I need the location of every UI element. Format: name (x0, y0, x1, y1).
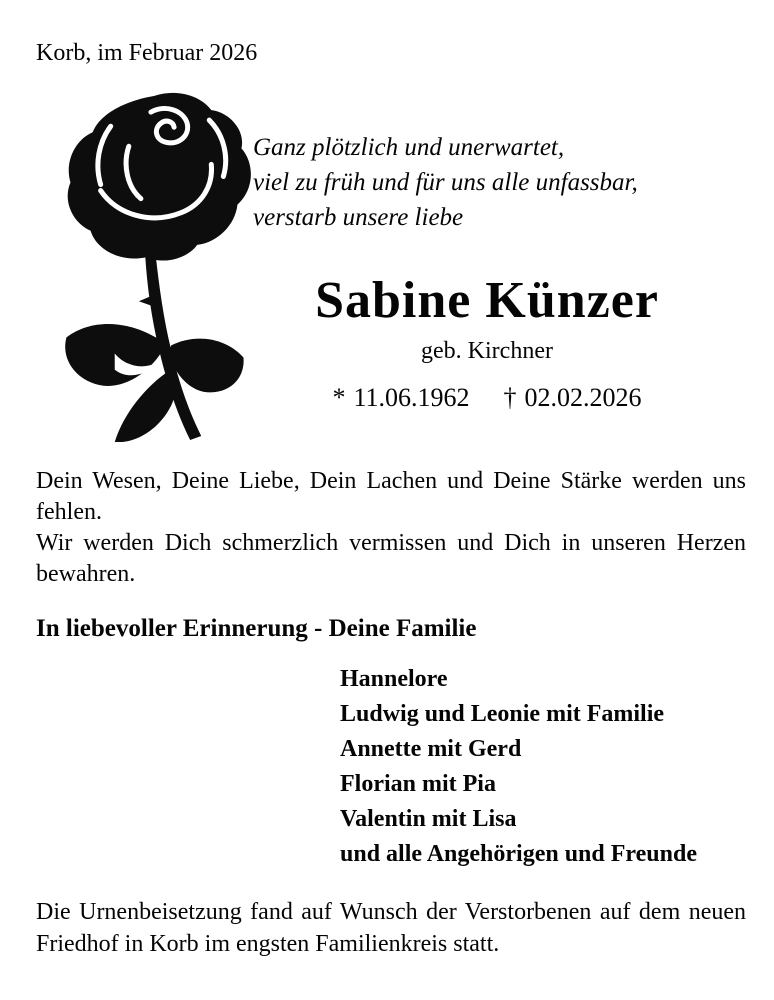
life-dates (200, 383, 774, 413)
condolence-text (36, 466, 746, 590)
family-list (340, 662, 697, 872)
death-dagger-symbol: † (503, 383, 517, 412)
condolence-paragraph: Wir werden Dich schmerzlich vermissen und Dich in unseren Herzen bewahren. (36, 530, 746, 587)
family-member: Florian mit Pia (340, 771, 496, 797)
name-block (200, 272, 774, 413)
intro-line: Ganz plötzlich und unerwartet, (253, 134, 565, 161)
family-member: Valentin mit Lisa (340, 806, 517, 832)
dateline: Korb, im Februar 2026 (36, 40, 258, 66)
family-member: Hannelore (340, 666, 448, 692)
death-date: 02.02.2026 (524, 383, 642, 412)
family-member: und alle Angehörigen und Freunde (340, 841, 697, 867)
birth-date: 11.06.1962 (353, 383, 470, 412)
deceased-name: Sabine Künzer (315, 272, 659, 329)
intro-line: viel zu früh und für uns alle unfassbar, (253, 169, 638, 196)
death-date-group (504, 383, 642, 413)
intro-line: verstarb unsere liebe (253, 204, 464, 231)
maiden-name: geb. Kirchner (421, 338, 553, 364)
closing-text: Die Urnenbeisetzung fand auf Wunsch der Verstorbenen auf dem neuen Friedhof in Korb im engsten Familienkreis statt. (36, 899, 746, 957)
intro-text (253, 130, 638, 235)
birth-star-symbol: * (332, 383, 346, 412)
family-intro: In liebevoller Erinnerung - Deine Familie (36, 615, 477, 642)
condolence-paragraph: Dein Wesen, Deine Liebe, Dein Lachen und Deine Stärke werden uns fehlen. (36, 468, 746, 525)
family-member: Annette mit Gerd (340, 736, 522, 762)
family-member: Ludwig und Leonie mit Familie (340, 701, 665, 727)
birth-date-group (332, 383, 469, 413)
